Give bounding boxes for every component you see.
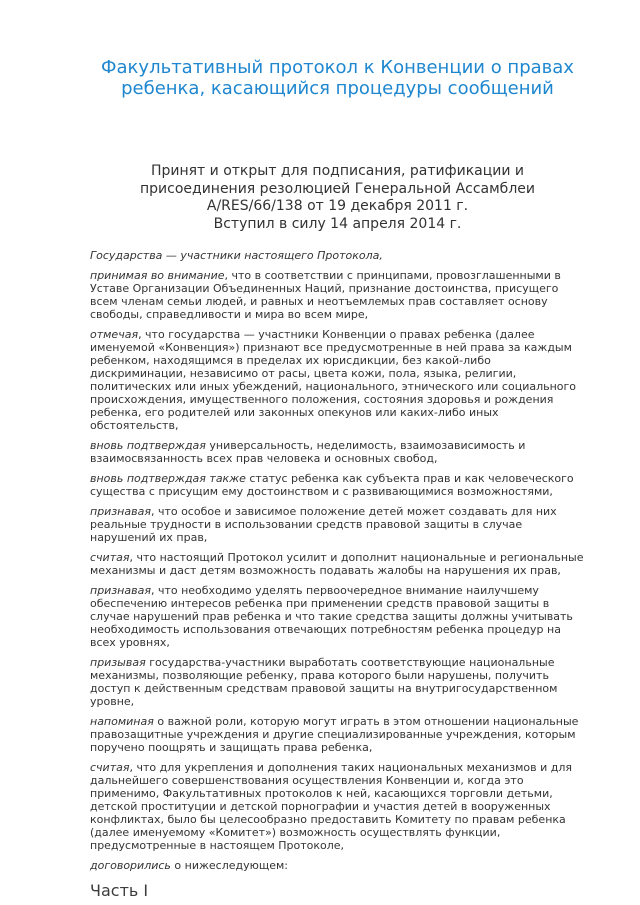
preamble-paragraph (90, 584, 584, 649)
paragraph-lead: признавая (90, 505, 151, 518)
paragraph-lead: признавая (90, 584, 151, 597)
preamble-paragraph (90, 439, 584, 465)
paragraph-text: статус ребенка как субъекта прав и как человеческого существа с присущим ему достоинством и с развивающимися возможностями, (90, 472, 574, 498)
paragraph-text: о важной роли, которую могут играть в этом отношении национальные правозащитные учреждения и другие специализированные учреждения, которым поручено поощрять и защищать права ребенка, (90, 715, 579, 754)
paragraph-lead: считая (90, 761, 130, 774)
paragraph-text: , что необходимо уделять первоочередное внимание наилучшему обеспечению интересов ребенка при применении средств правовой защиты в случае нарушений прав ребенка и что такие средства защиты должны учитывать необходимость использования отвечающих потребностям ребенка процедур на всех уровнях, (90, 584, 573, 649)
paragraph-text: , что в соответствии с принципами, провозглашенными в Уставе Организации Объединенных Наций, признание достоинства, присущего всем членам семьи людей, и равных и неотъемлемых прав составляет основу свободы, справедливости и мира во всем мире, (90, 269, 561, 321)
paragraph-lead: вновь подтверждая (90, 439, 206, 452)
preamble-paragraph (90, 859, 584, 872)
subtitle-line-4: Вступил в силу 14 апреля 2014 г. (213, 215, 462, 232)
preamble-paragraph (90, 551, 584, 577)
paragraph-lead: Государства — участники настоящего Протокола, (90, 249, 383, 262)
subtitle-line-1: Принят и открыт для подписания, ратификации и (150, 163, 525, 179)
preamble-paragraph (90, 328, 584, 432)
paragraph-lead: вновь подтверждая также (90, 472, 246, 485)
paragraph-text: универсальность, неделимость, взаимозависимость и взаимосвязанность всех прав человека и основных свобод, (90, 439, 526, 465)
paragraph-lead: договорились (90, 859, 171, 872)
subtitle-line-2: присоединения резолюцией Генеральной Ассамблеи (140, 180, 535, 197)
title-line-2: ребенка, касающийся процедуры сообщений (121, 78, 554, 99)
preamble-paragraph (90, 472, 584, 498)
paragraph-lead: принимая во внимание (90, 269, 225, 282)
document-subtitle (90, 163, 585, 233)
paragraph-lead: отмечая (90, 328, 139, 341)
preamble-paragraph (90, 715, 584, 754)
paragraph-text: , что государства — участники Конвенции о правах ребенка (далее именуемой «Конвенция») признают все предусмотренные в ней права за каждым ребенком, находящимся в пределах их юрисдикции, без какой-либо дискриминации, независимо от расы, цвета кожи, пола, языка, религии, политических или иных убеждений, национального, этнического или социального происхождения, имущественного положения, состояния здоровья и рождения ребенка, его родителей или законных опекунов или каких-либо иных обстоятельств, (90, 328, 577, 432)
subtitle-line-3: A/RES/66/138 от 19 декабря 2011 г. (206, 198, 469, 214)
document-title (90, 57, 585, 99)
preamble-paragraph (90, 269, 584, 321)
paragraph-text: о нижеследующем: (170, 859, 289, 872)
preamble-paragraph (90, 761, 584, 852)
paragraph-text: , что особое и зависимое положение детей может создавать для них реальные трудности в использовании средств правовой защиты в случае нарушений их прав, (90, 505, 557, 544)
part-heading: Часть I (90, 881, 149, 900)
title-line-1: Факультативный протокол к Конвенции о правах (101, 57, 574, 78)
paragraph-text: , что для укрепления и дополнения таких национальных механизмов и для дальнейшего совершенствования осуществления Конвенции и, когда это применимо, Факультативных протоколов к ней, касающихся торговли детьми, детской проституции и детской порнографии и участия детей в вооруженных конфликтах, было бы целесообразно предоставить Комитету по правам ребенка (далее именуемому «Комитет») возможность осуществлять функции, предусмотренные в настоящем Протоколе, (90, 761, 573, 852)
paragraph-text: , что настоящий Протокол усилит и дополнит национальные и региональные механизмы и даст детям возможность подавать жалобы на нарушения их прав, (90, 551, 584, 577)
paragraph-lead: напоминая (90, 715, 154, 728)
preamble-paragraph (90, 505, 584, 544)
paragraph-text: государства-участники выработать соответствующие национальные механизмы, позволяющие ребенку, права которого были нарушены, получить доступ к действенным средствам правовой защиты на внутригосударственном уровне, (90, 656, 558, 708)
preamble-paragraph (90, 249, 584, 262)
preamble-section (90, 249, 584, 872)
paragraph-lead: считая (90, 551, 130, 564)
paragraph-lead: призывая (90, 656, 146, 669)
preamble-paragraph (90, 656, 584, 708)
